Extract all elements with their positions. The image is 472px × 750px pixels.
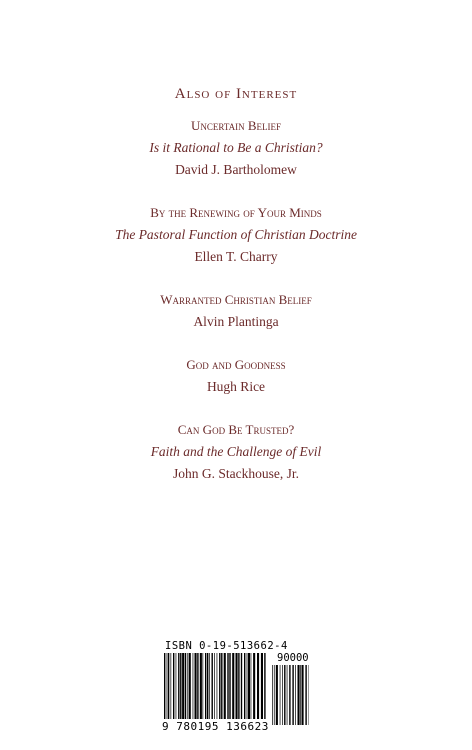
book-author: Ellen T. Charry bbox=[194, 249, 278, 264]
barcode-block bbox=[162, 640, 312, 740]
book-entry bbox=[0, 115, 472, 181]
ean-number: 9 780195 136623 bbox=[162, 720, 269, 733]
book-title: Warranted Christian Belief bbox=[160, 292, 312, 307]
book-title: By the Renewing of Your Minds bbox=[150, 205, 322, 220]
book-author: Alvin Plantinga bbox=[193, 314, 279, 329]
book-title: Can God Be Trusted? bbox=[177, 422, 295, 437]
book-subtitle: The Pastoral Function of Christian Doctrine bbox=[115, 227, 357, 242]
book-entry bbox=[0, 354, 472, 398]
book-title: Uncertain Belief bbox=[190, 118, 282, 133]
book-entry bbox=[0, 202, 472, 268]
book-title: God and Goodness bbox=[186, 357, 286, 372]
book-entry bbox=[0, 419, 472, 485]
price-code: 90000 bbox=[277, 652, 309, 664]
section-heading: Also of Interest bbox=[174, 86, 298, 102]
book-subtitle: Faith and the Challenge of Evil bbox=[150, 444, 322, 459]
book-author: David J. Bartholomew bbox=[175, 162, 297, 177]
book-author: Hugh Rice bbox=[206, 379, 266, 394]
book-subtitle: Is it Rational to Be a Christian? bbox=[149, 140, 323, 155]
book-author: John G. Stackhouse, Jr. bbox=[173, 466, 299, 481]
book-entry bbox=[0, 289, 472, 333]
isbn-text: ISBN 0-19-513662-4 bbox=[165, 640, 288, 652]
barcode-icon bbox=[162, 653, 312, 728]
